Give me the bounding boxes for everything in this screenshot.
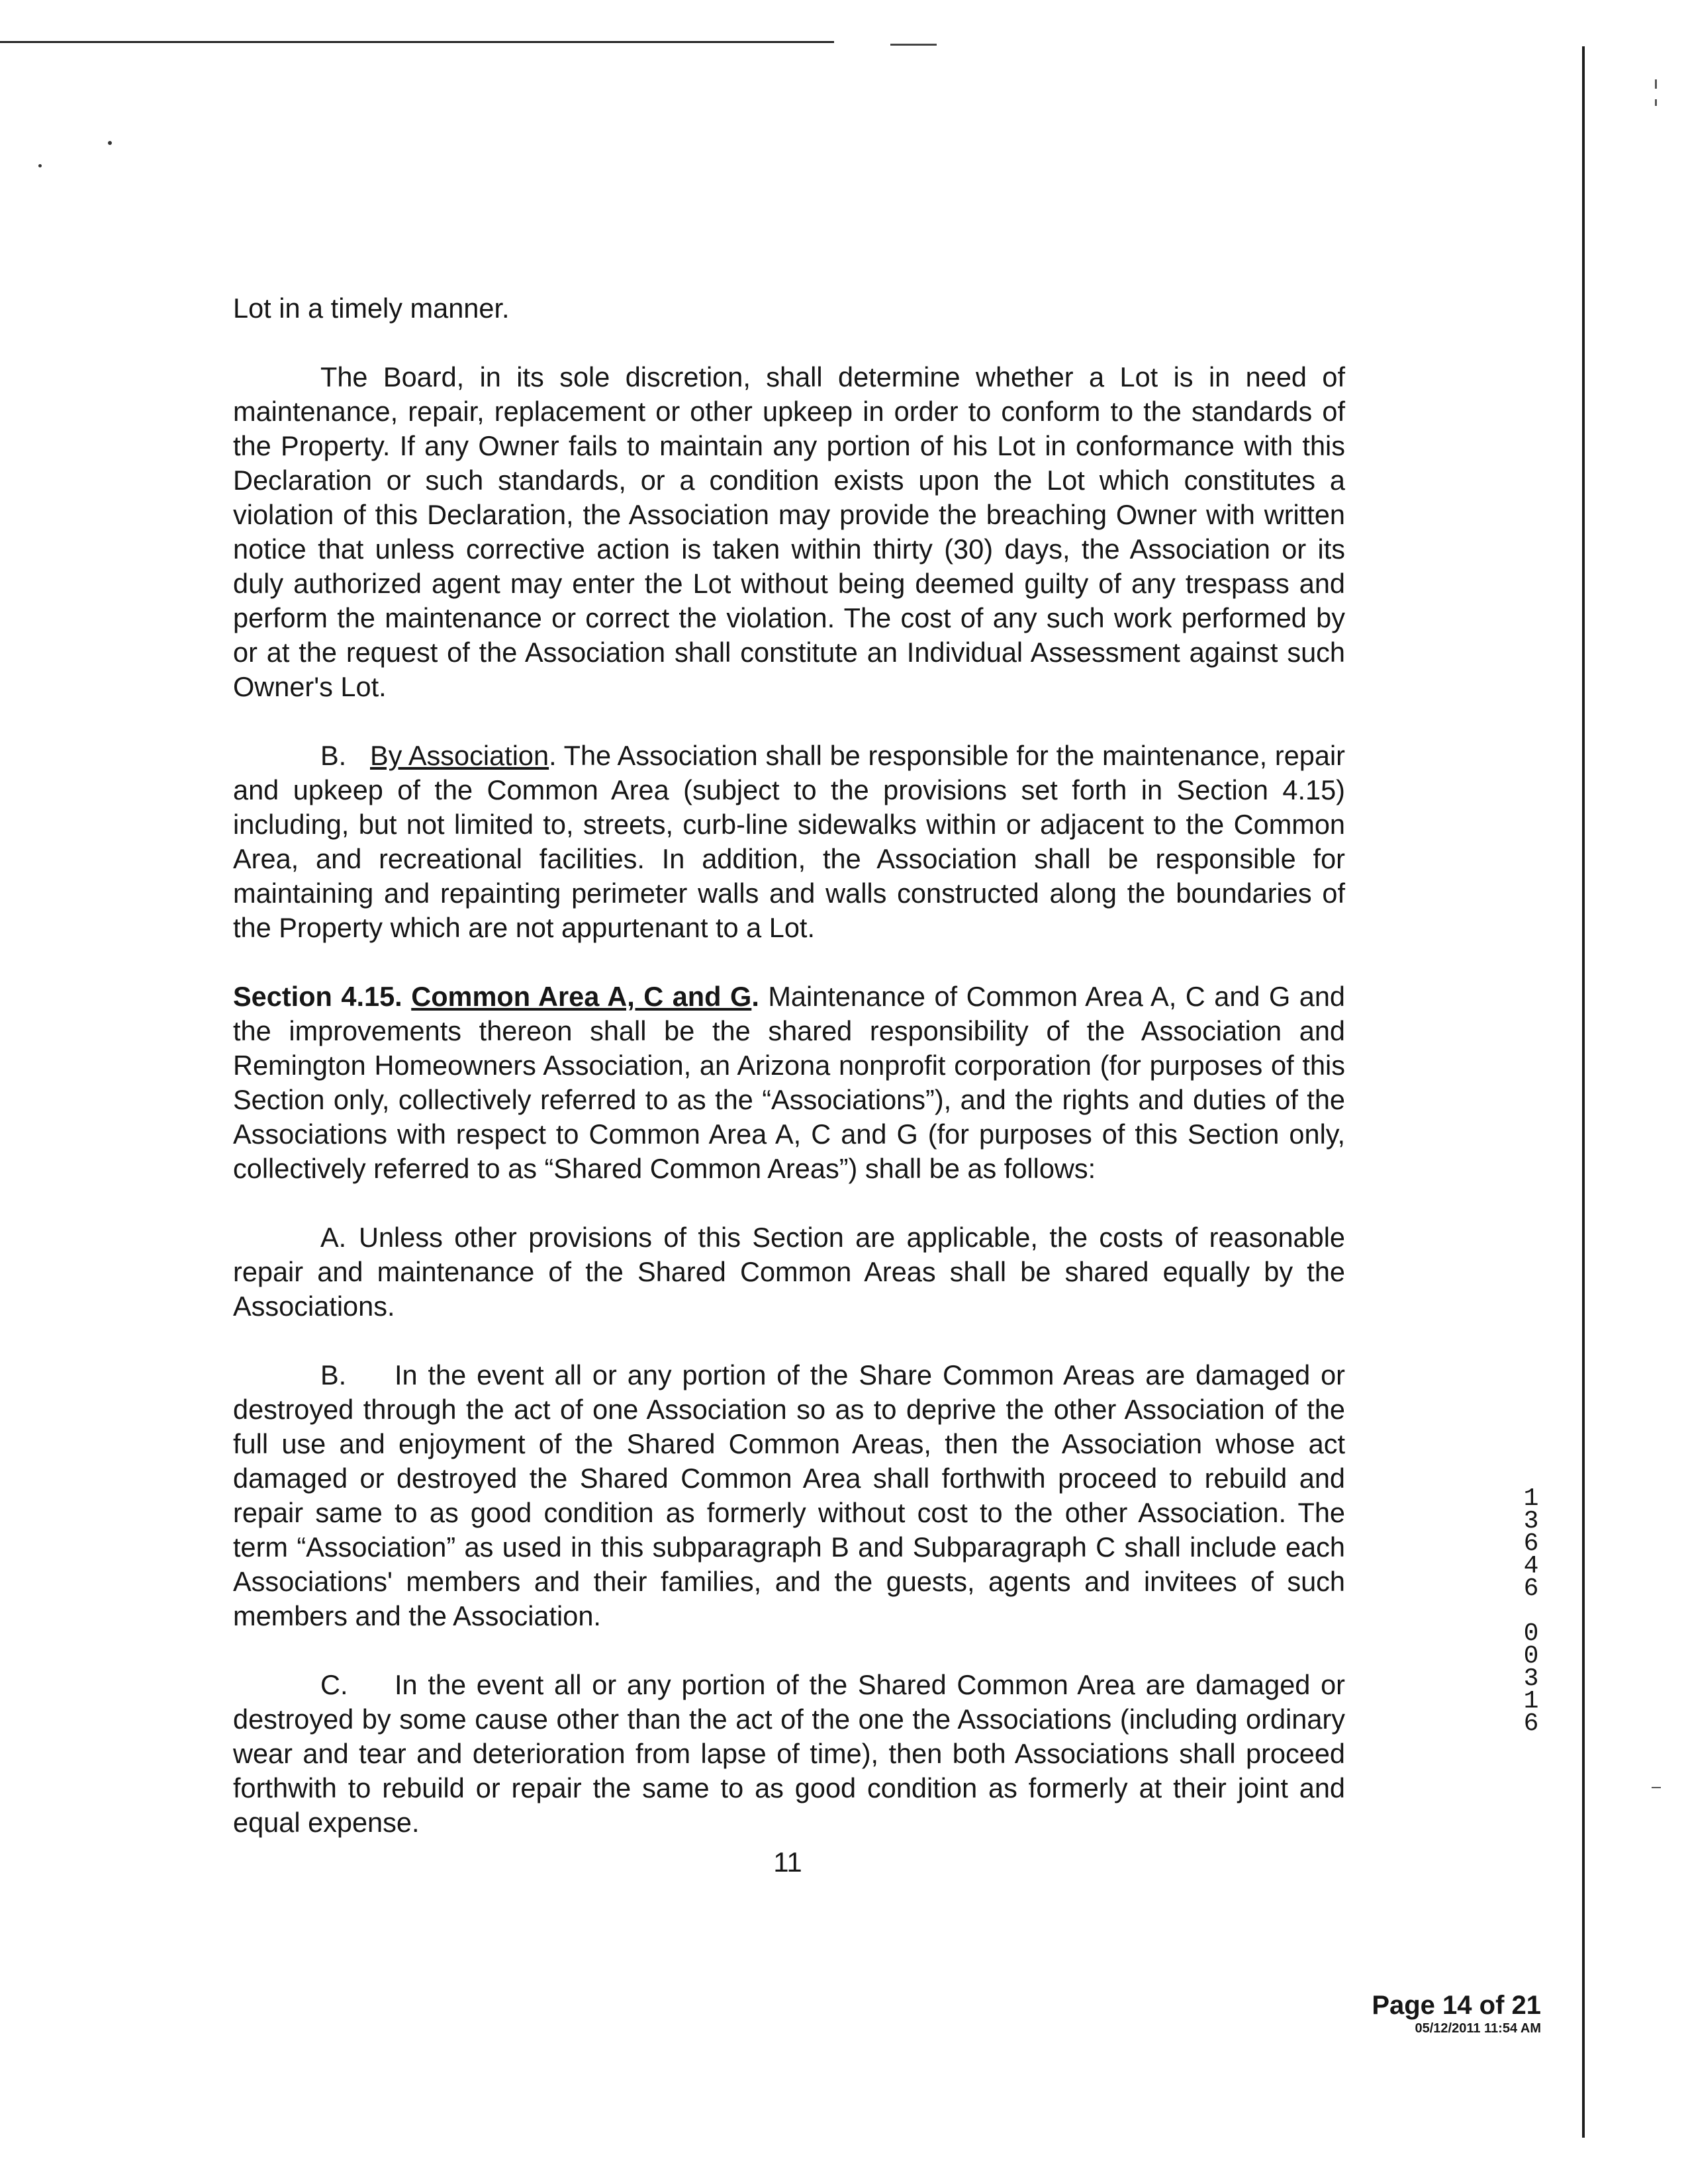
scan-mark xyxy=(1652,1787,1661,1788)
section-title-period: . xyxy=(751,981,759,1012)
recording-digit: 3 xyxy=(1523,1507,1539,1535)
recording-digit: 6 xyxy=(1523,1574,1539,1603)
scan-right-border xyxy=(1582,46,1585,2138)
paragraph-by-association xyxy=(233,739,1345,945)
recording-digit: 0 xyxy=(1523,1619,1539,1648)
scan-speck xyxy=(108,141,112,145)
recording-digit: 1 xyxy=(1523,1484,1539,1513)
subsection-text: . The Association shall be responsible for the maintenance, repair and upkeep of the Common Area (subject to the provisions set forth in Section 4.15) including, but not limited to, streets, curb-line sidewalks within or adjacent to the Common Area, and recreational facilities. In addition, the Association shall be responsible for maintaining and repainting perimeter walls and walls constructed along the boundaries of the Property which are not appurtenant to a Lot. xyxy=(233,740,1345,943)
subsection-label: B. xyxy=(320,740,347,771)
sub-a-text: Unless other provisions of this Section are applicable, the costs of reasonable repair and maintenance of the Shared Common Areas shall be shared equally by the Associations. xyxy=(233,1222,1345,1322)
page-number: 11 xyxy=(773,1846,802,1878)
recording-digit: 3 xyxy=(1523,1664,1539,1693)
page-stamp xyxy=(1372,1991,1541,2037)
scan-edge-line-fragment xyxy=(890,44,937,46)
paragraph-board-discretion: The Board, in its sole discretion, shall determine whether a Lot is in need of maintenance, repair, replacement or other upkeep in order to conform to the standards of the Property. If any Owner fails to maintain any portion of his Lot in conformance with this Declaration or such standards, or a condition exists upon the Lot which constitutes a violation of this Declaration, the Association may provide the breaching Owner with written notice that unless corrective action is taken within thirty (30) days, the Association or its duly authorized agent may enter the Lot without being deemed guilty of any trespass and perform the maintenance or correct the violation. The cost of any such work performed by or at the request of the Association shall constitute an Individual Assessment against such Owner's Lot. xyxy=(233,361,1345,702)
paragraph-sub-a xyxy=(233,1220,1345,1324)
document-body xyxy=(233,291,1345,1874)
subsection-title: By Association xyxy=(370,740,549,771)
paragraph-sub-b xyxy=(233,1358,1345,1633)
paragraph-sub-c xyxy=(233,1668,1345,1840)
recording-digit: 6 xyxy=(1523,1709,1539,1738)
section-title: Common Area A, C and G xyxy=(411,981,752,1012)
stamp-timestamp: 05/12/2011 11:54 AM xyxy=(1415,2021,1541,2036)
recording-digit: 1 xyxy=(1523,1687,1539,1715)
scan-speck xyxy=(38,164,42,167)
scan-mark xyxy=(1655,79,1657,89)
scan-edge-line xyxy=(0,41,834,43)
sub-c-label: C. xyxy=(320,1669,348,1700)
recording-digit: 4 xyxy=(1523,1552,1539,1580)
sub-b-label: B. xyxy=(320,1359,347,1390)
sub-a-label: A. xyxy=(320,1222,347,1253)
section-text: Maintenance of Common Area A, C and G and the improvements thereon shall be the shared responsibility of the Association and Remington Homeowners Association, an Arizona nonprofit corporation (for purposes of this Section only, collectively referred to as the “Associations”), and the rights and duties of the Associations with respect to Common Area A, C and G (for purposes of this Section only, collectively referred to as “Shared Common Areas”) shall be as follows: xyxy=(233,981,1346,1184)
recording-digit: 0 xyxy=(1523,1642,1539,1670)
paragraph-continuation: Lot in a timely manner. xyxy=(233,293,510,324)
recording-digit: 6 xyxy=(1523,1529,1539,1558)
scan-mark xyxy=(1655,99,1657,106)
recording-number xyxy=(1521,1484,1541,1738)
stamp-page-label: Page 14 of 21 xyxy=(1372,1991,1541,2020)
paragraph-section-4-15 xyxy=(233,979,1345,1186)
sub-b-text: In the event all or any portion of the Share Common Areas are damaged or destroyed through the act of one Association so as to deprive the other Association of the full use and enjoyment of the Shared Common Areas, then the Association whose act damaged or destroyed the Shared Common Area shall forthwith proceed to rebuild and repair same to as good condition as formerly without cost to the other Association. The term “Association” as used in this subparagraph B and Subparagraph C shall include each Associations' members and their families, and the guests, agents and invitees of such members and the Association. xyxy=(233,1359,1345,1631)
section-number: Section 4.15. xyxy=(233,981,402,1012)
sub-c-text: In the event all or any portion of the Shared Common Area are damaged or destroyed by some cause other than the act of the one the Associations (including ordinary wear and tear and deterioration from lapse of time), then both Associations shall proceed forthwith to rebuild or repair the same to as good condition as formerly at their joint and equal expense. xyxy=(233,1669,1345,1838)
